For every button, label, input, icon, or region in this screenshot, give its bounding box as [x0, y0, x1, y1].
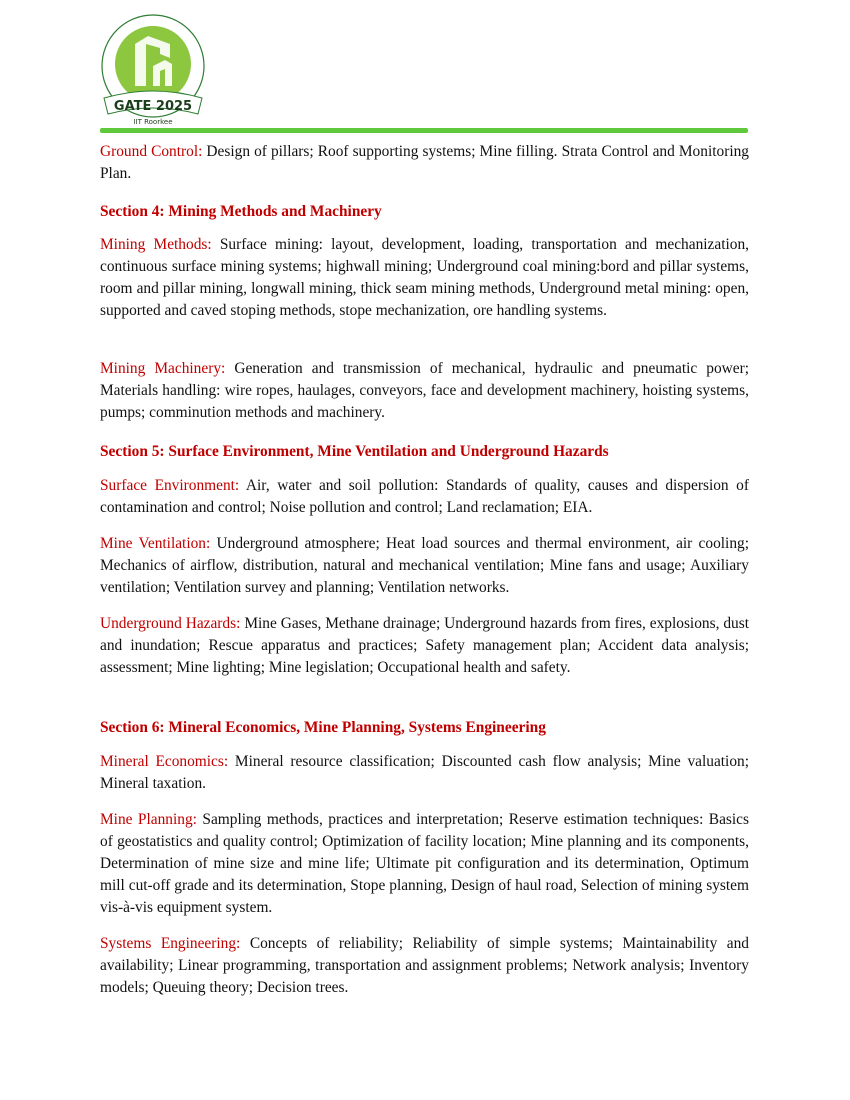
- topic-text: Mine Gases, Methane drainage; Underground hazards from fires, explosions, dust and inundation; Rescue apparatus and practices; Safety management plan; Accident data analysis; assessment; Mine lighting; Mine legislation; Occupational health and safety.: [100, 615, 750, 676]
- topic-label: Mineral Economics:: [100, 753, 229, 770]
- header-divider: [100, 128, 748, 133]
- topic-text: Design of pillars; Roof supporting systems; Mine filling. Strata Control and Monitoring Plan.: [100, 143, 749, 182]
- topic-label: Mining Machinery:: [100, 360, 226, 377]
- paragraph-mine-ventilation: [100, 533, 749, 599]
- topic-text: Surface mining: layout, development, loading, transportation and mechanization, continuous surface mining systems; highwall mining; Underground coal mining:bord and pillar systems, room and pillar mining, longwall mining, thick seam mining methods, Underground metal mining: open, supported and caved stoping methods, stope mechanization, ore handling systems.: [100, 236, 749, 319]
- topic-text: Generation and transmission of mechanical, hydraulic and pneumatic power; Materials handling: wire ropes, haulages, conveyors, face and development machinery, hoisting systems, pumps; comminution methods and machinery.: [100, 360, 749, 421]
- topic-text: Mineral resource classification; Discounted cash flow analysis; Mine valuation; Mineral taxation.: [100, 753, 749, 792]
- topic-label: Mine Planning:: [100, 811, 197, 828]
- topic-label: Surface Environment:: [100, 477, 240, 494]
- svg-text:GATE 2025: GATE 2025: [113, 99, 193, 114]
- paragraph-surface-environment: [100, 475, 749, 519]
- section-6-heading: Section 6: Mineral Economics, Mine Planning, Systems Engineering: [100, 719, 546, 736]
- svg-text:IIT Roorkee: IIT Roorkee: [133, 118, 173, 126]
- topic-label: Underground Hazards:: [100, 615, 241, 632]
- paragraph-underground-hazards: [100, 613, 749, 679]
- paragraph-mineral-economics: [100, 751, 749, 795]
- section-4-heading: Section 4: Mining Methods and Machinery: [100, 203, 382, 220]
- section-5-heading: Section 5: Surface Environment, Mine Ventilation and Underground Hazards: [100, 443, 609, 460]
- topic-text: Concepts of reliability; Reliability of simple systems; Maintainability and availability; Linear programming, transportation and assignment problems; Network analysis; Inventory models; Queuing theory; Decision trees.: [100, 935, 749, 996]
- paragraph-ground-control: [100, 141, 749, 185]
- topic-text: Underground atmosphere; Heat load sources and thermal environment, air cooling; Mechanics of airflow, distribution, natural and mechanical ventilation; Mine fans and usage; Auxiliary ventilation; Ventilation survey and planning; Ventilation networks.: [100, 535, 749, 596]
- topic-label: Mining Methods:: [100, 236, 212, 253]
- topic-label: Mine Ventilation:: [100, 535, 211, 552]
- paragraph-mining-methods: [100, 234, 749, 322]
- topic-text: Air, water and soil pollution: Standards of quality, causes and dispersion of contamination and control; Noise pollution and control; Land reclamation; EIA.: [100, 477, 749, 516]
- topic-text: Sampling methods, practices and interpretation; Reserve estimation techniques: Basics of geostatistics and quality control; Optimization of facility location; Mine planning and its components, Determination of mine size and mine life; Ultimate pit configuration and its determination, Optimum mill cut-off grade and its determination, Stope planning, Design of haul road, Selection of mining system vis-à-vis equipment system.: [100, 811, 749, 916]
- topic-label: Ground Control:: [100, 143, 203, 160]
- gate-2025-logo: [98, 14, 208, 130]
- topic-label: Systems Engineering:: [100, 935, 241, 952]
- paragraph-mining-machinery: [100, 358, 749, 424]
- paragraph-mine-planning: [100, 809, 749, 919]
- paragraph-systems-engineering: [100, 933, 749, 999]
